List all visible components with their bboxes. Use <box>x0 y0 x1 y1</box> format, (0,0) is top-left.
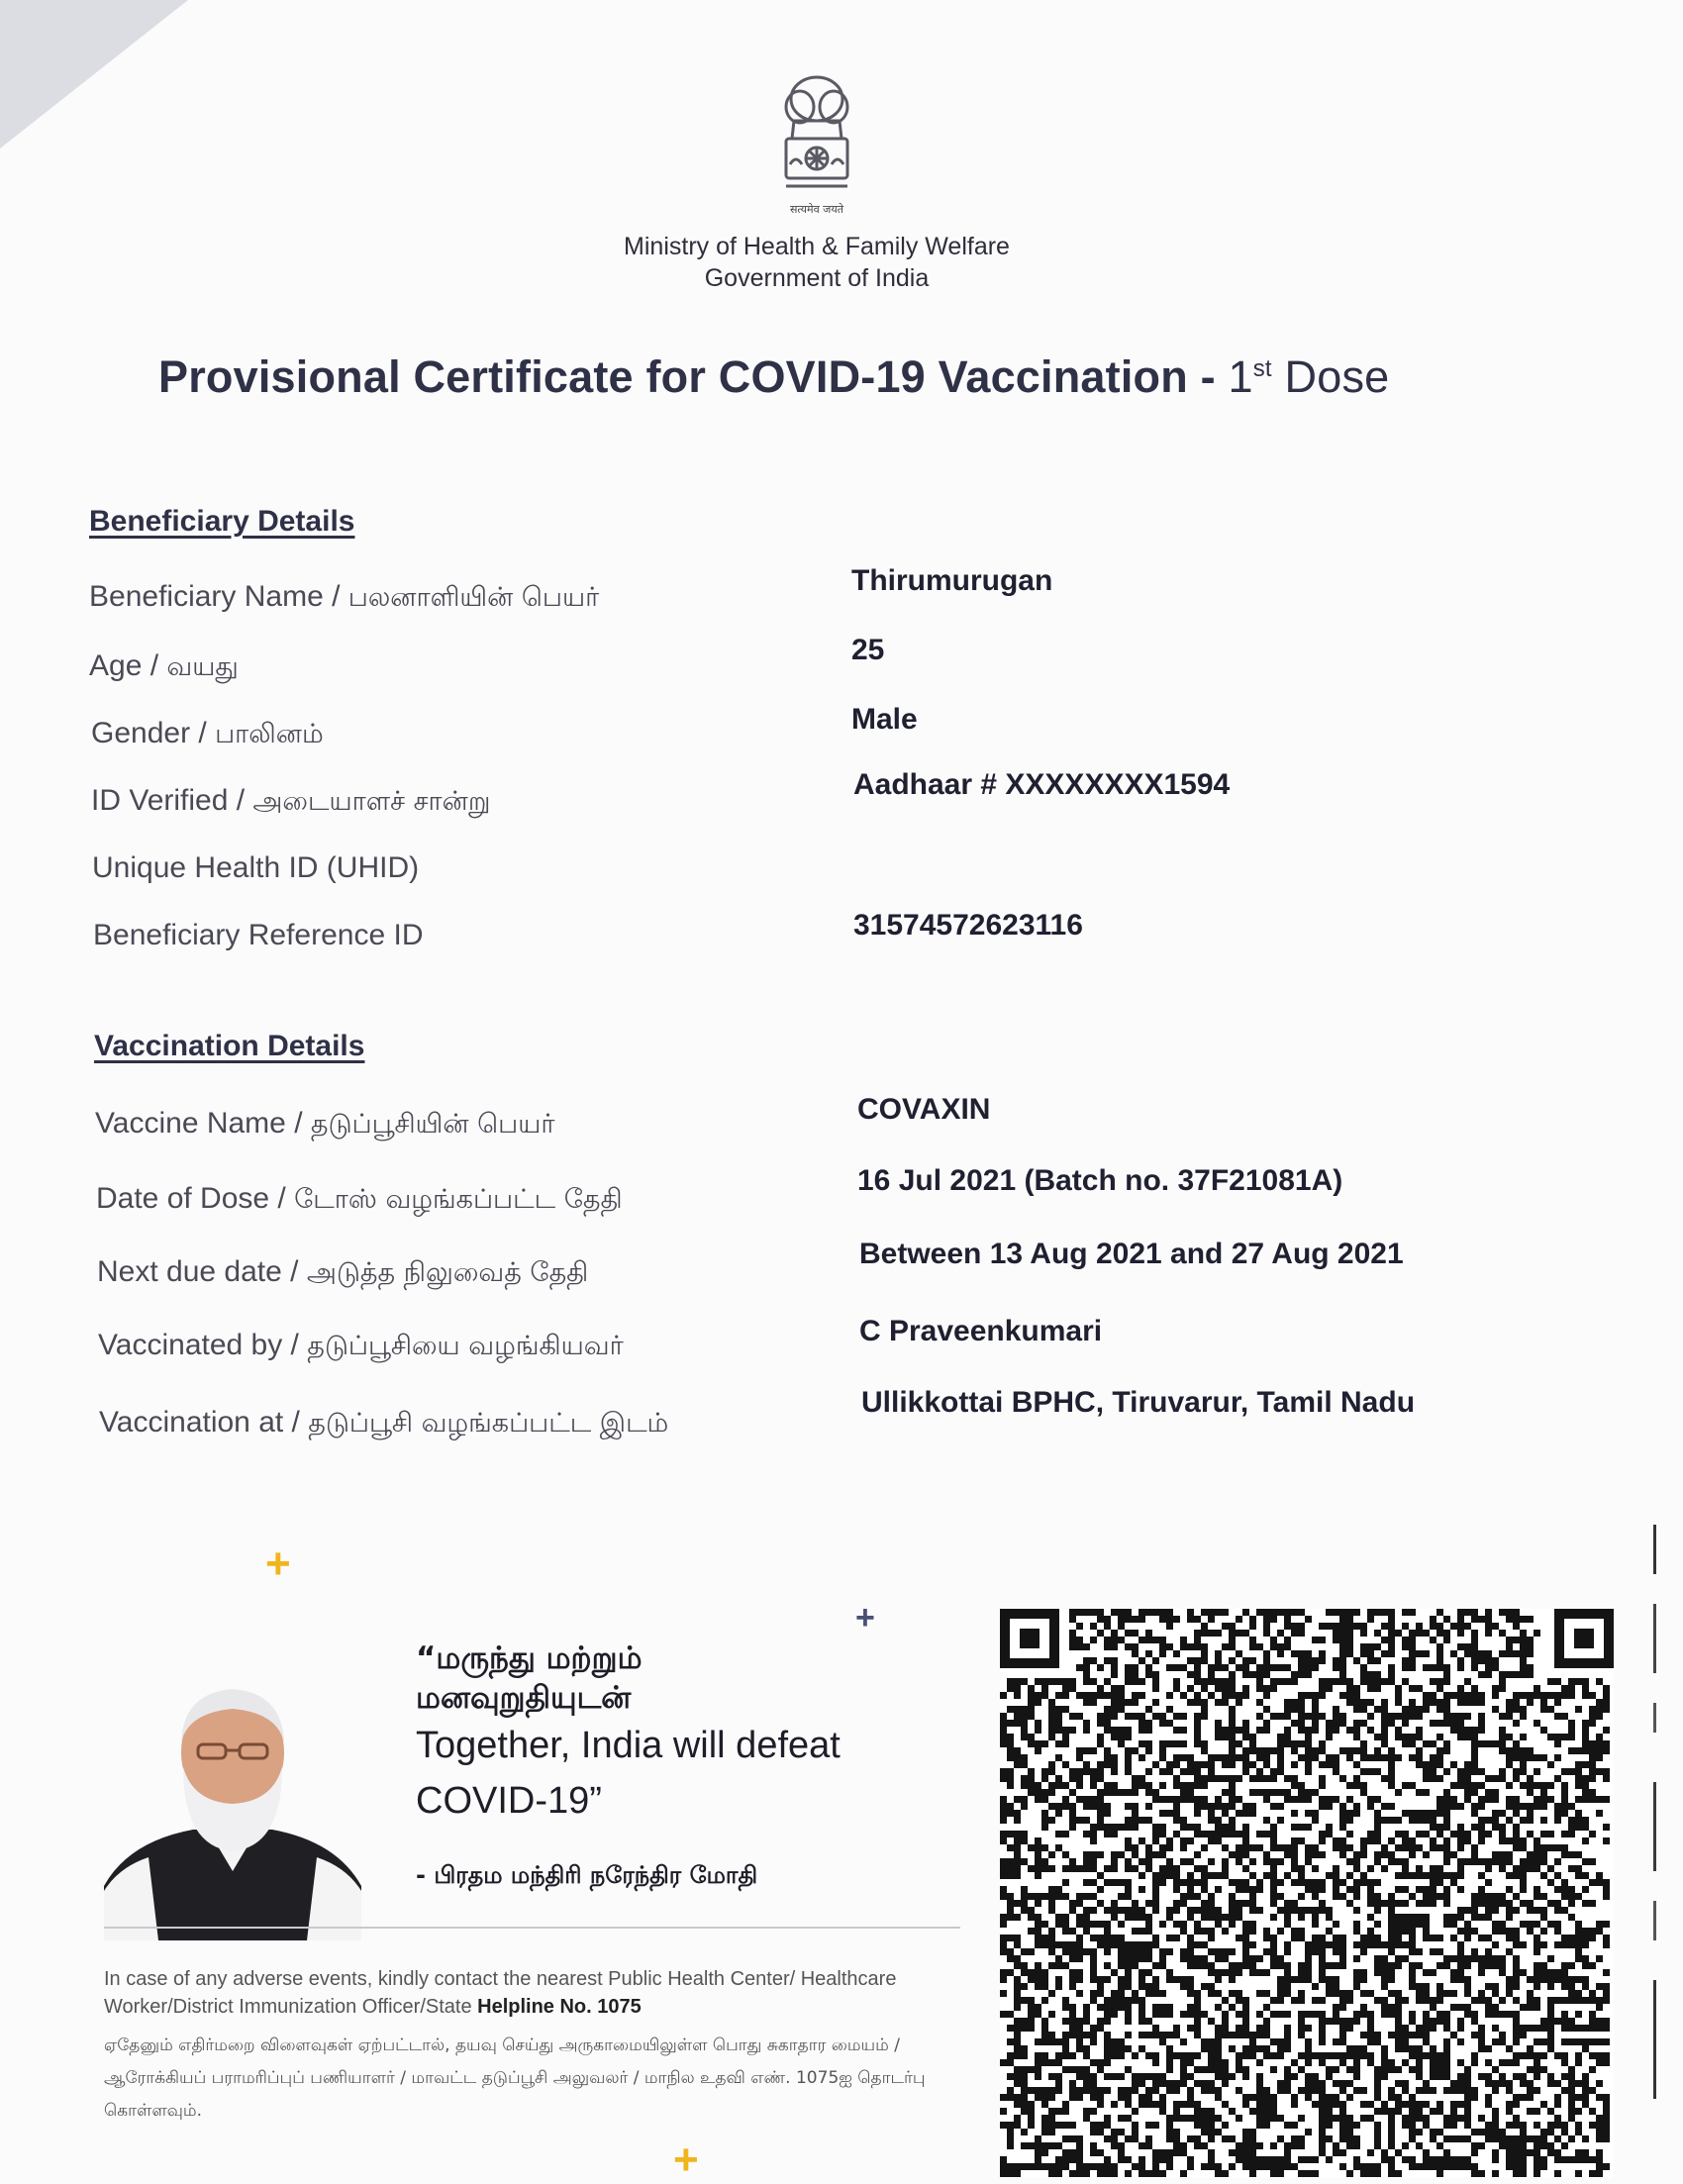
title-dose-number: 1 <box>1228 351 1253 402</box>
vaccine-name-value: COVAXIN <box>857 1093 991 1126</box>
title-dose-word: Dose <box>1271 351 1390 402</box>
uhid-label: Unique Health ID (UHID) <box>92 851 420 884</box>
gender-value: Male <box>851 703 918 736</box>
certificate-header <box>0 69 1634 294</box>
adverse-event-text: In case of any adverse events, kindly contact the nearest Public Health Center/ Healthcare Worker/District Immunization Officer/State <box>104 1968 897 2018</box>
beneficiary-name-label <box>89 580 599 617</box>
label-ta: தடுப்பூசி வழங்கப்பட்ட இடம் <box>308 1408 669 1439</box>
quote-tamil-line-2: மனவுறுதியுடன் <box>416 1680 632 1716</box>
title-dose-suffix: st <box>1252 355 1272 382</box>
plus-icon: + <box>673 2135 699 2184</box>
age-label <box>89 649 239 686</box>
national-emblem-icon <box>772 69 861 223</box>
label-ta: வயது <box>166 651 239 682</box>
title-main: Provisional Certificate for COVID-19 Vaccination - <box>158 351 1229 402</box>
vaccinated-by-value: C Praveenkumari <box>859 1315 1103 1347</box>
reference-id-label: Beneficiary Reference ID <box>93 919 424 951</box>
qr-code-icon <box>1000 1609 1614 2178</box>
next-due-date-label <box>97 1255 588 1292</box>
label-en: Vaccinated by / <box>98 1329 308 1361</box>
date-of-dose-value: 16 Jul 2021 (Batch no. 37F21081A) <box>857 1164 1343 1197</box>
vaccine-name-label <box>95 1107 554 1143</box>
id-verified-label <box>91 784 490 821</box>
label-en: Next due date / <box>97 1255 307 1288</box>
label-ta: அடையாளச் சான்று <box>252 786 491 817</box>
adverse-event-notice <box>104 1965 975 2021</box>
footer-divider <box>104 1927 960 1929</box>
label-en: Gender / <box>91 717 216 749</box>
beneficiary-name-value: Thirumurugan <box>851 564 1053 597</box>
ministry-name: Ministry of Health & Family Welfare <box>624 233 1010 260</box>
id-verified-value: Aadhaar # XXXXXXXX1594 <box>853 768 1231 801</box>
certificate-title <box>158 351 1505 403</box>
plus-icon: + <box>265 1539 291 1588</box>
label-ta: தடுப்பூசியின் பெயர் <box>310 1109 555 1140</box>
date-of-dose-label <box>96 1182 623 1219</box>
vaccinated-by-label <box>98 1329 624 1365</box>
quote-english-line-2: COVID-19” <box>416 1780 602 1822</box>
gender-label <box>91 717 324 753</box>
label-en: Age / <box>89 649 167 682</box>
beneficiary-details-heading: Beneficiary Details <box>89 505 355 538</box>
label-en: Vaccination at / <box>99 1406 309 1439</box>
prime-minister-portrait <box>99 1673 366 1940</box>
quote-tamil-line-1: “மருந்து மற்றும் <box>416 1640 643 1676</box>
quote-english-line-1: Together, India will defeat <box>416 1725 841 1766</box>
helpline-number: Helpline No. 1075 <box>477 1996 642 2018</box>
campaign-quote <box>416 1638 970 1829</box>
next-due-date-value: Between 13 Aug 2021 and 27 Aug 2021 <box>859 1238 1404 1270</box>
emblem-motto: सत्यमेव जयते <box>789 203 844 216</box>
label-ta: டோஸ் வழங்கப்பட்ட தேதி <box>294 1184 623 1215</box>
label-en: Date of Dose / <box>96 1182 295 1215</box>
vaccination-at-value: Ullikkottai BPHC, Tiruvarur, Tamil Nadu <box>861 1386 1416 1419</box>
label-ta: பலனாளியின் பெயர் <box>347 582 600 613</box>
plus-icon: + <box>855 1599 875 1637</box>
reference-id-value: 31574572623116 <box>853 909 1083 942</box>
vaccination-details-heading: Vaccination Details <box>94 1030 365 1062</box>
label-en: Vaccine Name / <box>95 1107 311 1140</box>
age-value: 25 <box>851 634 885 666</box>
government-name: Government of India <box>704 264 930 292</box>
quote-attribution: - பிரதம மந்திரி நரேந்திர மோதி <box>416 1861 758 1889</box>
label-en: Beneficiary Name / <box>89 580 348 613</box>
vaccination-at-label <box>99 1406 668 1442</box>
label-ta: தடுப்பூசியை வழங்கியவர் <box>307 1331 624 1361</box>
label-en: ID Verified / <box>91 784 253 817</box>
adverse-event-notice-tamil: ஏதேனும் எதிர்மறை விளைவுகள் ஏற்பட்டால், தயவு செய்து அருகாமையிலுள்ள பொது சுகாதார மையம் / ஆரோக்கியப் பராமரிப்புப் பணியாளர் / மாவட்ட தடுப்பூசி அலுவலர் / மாநில உதவி எண். 1075ஐ தொடர்பு கொள்ளவும். <box>104 2035 926 2121</box>
label-ta: பாலினம் <box>215 719 324 749</box>
scan-edge-marks <box>1651 1525 1659 2158</box>
label-ta: அடுத்த நிலுவைத் தேதி <box>306 1257 589 1288</box>
